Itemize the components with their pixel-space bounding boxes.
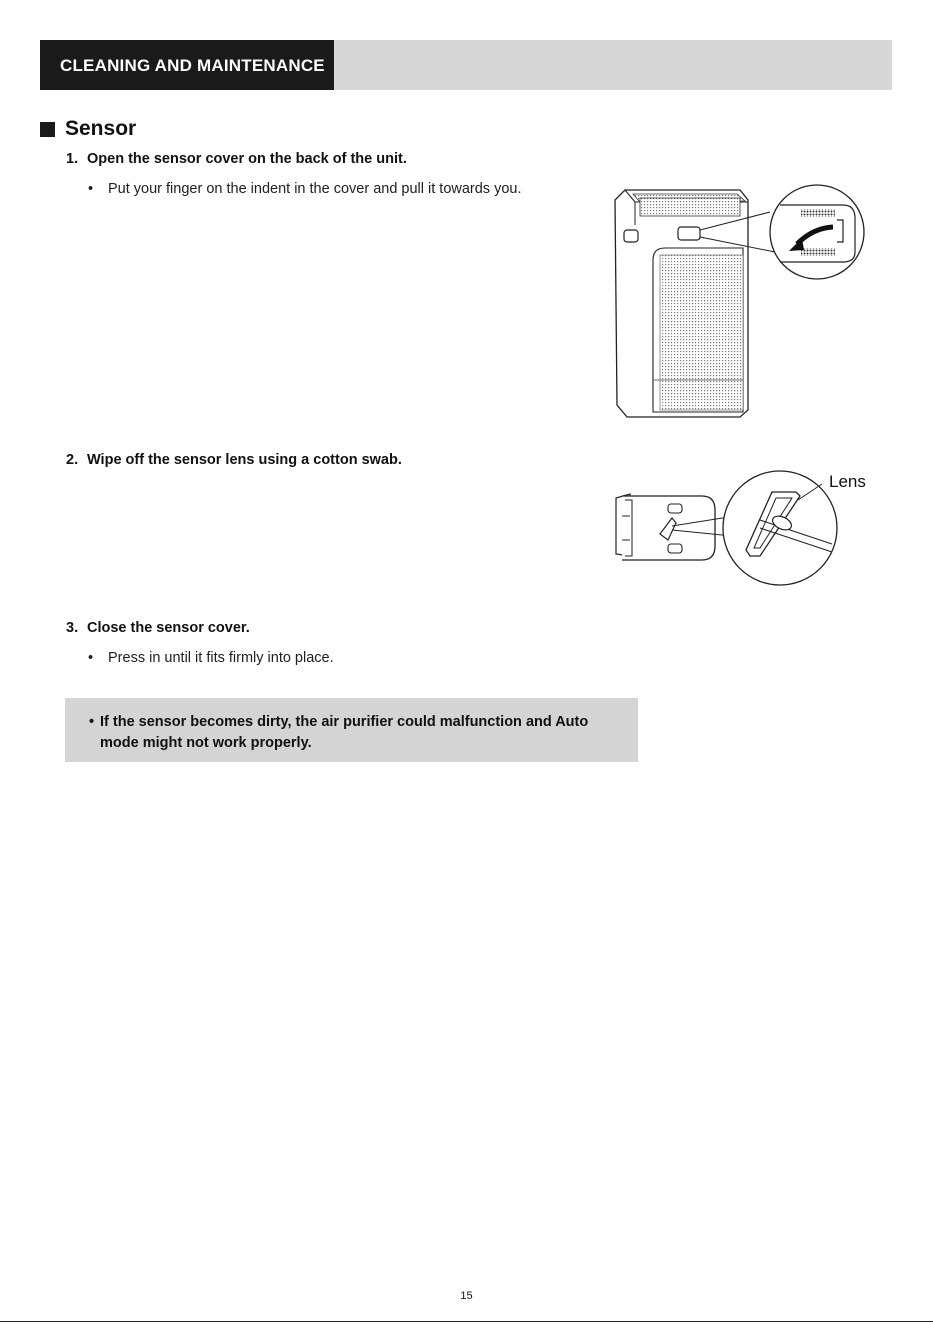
section-heading	[40, 116, 136, 142]
bullet-text: Press in until it fits firmly into place.	[108, 650, 334, 666]
purifier-back-illustration	[605, 180, 875, 425]
bullet-dot-icon: •	[88, 181, 94, 197]
page-header-title: CLEANING AND MAINTENANCE	[40, 40, 334, 90]
bottom-divider	[0, 1321, 933, 1322]
bullet-dot-icon: •	[88, 650, 94, 666]
header-bar	[40, 40, 892, 90]
step-number: 2.	[66, 452, 79, 468]
note-box	[65, 698, 638, 762]
bullet-text: Put your finger on the indent in the cover and pull it towards you.	[108, 181, 522, 197]
bullet-dot-icon: •	[89, 714, 95, 730]
step-text: Open the sensor cover on the back of the unit.	[87, 151, 407, 167]
black-square-icon	[40, 122, 55, 137]
step-3	[66, 620, 250, 636]
step-text: Wipe off the sensor lens using a cotton swab.	[87, 452, 402, 468]
step-number: 3.	[66, 620, 79, 636]
step-1	[66, 151, 407, 167]
step-number: 1.	[66, 151, 79, 167]
lens-label: Lens	[829, 472, 866, 491]
step-text: Close the sensor cover.	[87, 620, 250, 636]
note-text: If the sensor becomes dirty, the air purifier could malfunction and Auto mode might not work properly.	[100, 714, 589, 751]
page-number: 15	[460, 1290, 473, 1302]
step-1-bullet	[88, 181, 522, 197]
step-2	[66, 452, 402, 468]
step-3-bullet	[88, 650, 334, 666]
section-title: Sensor	[65, 117, 137, 140]
